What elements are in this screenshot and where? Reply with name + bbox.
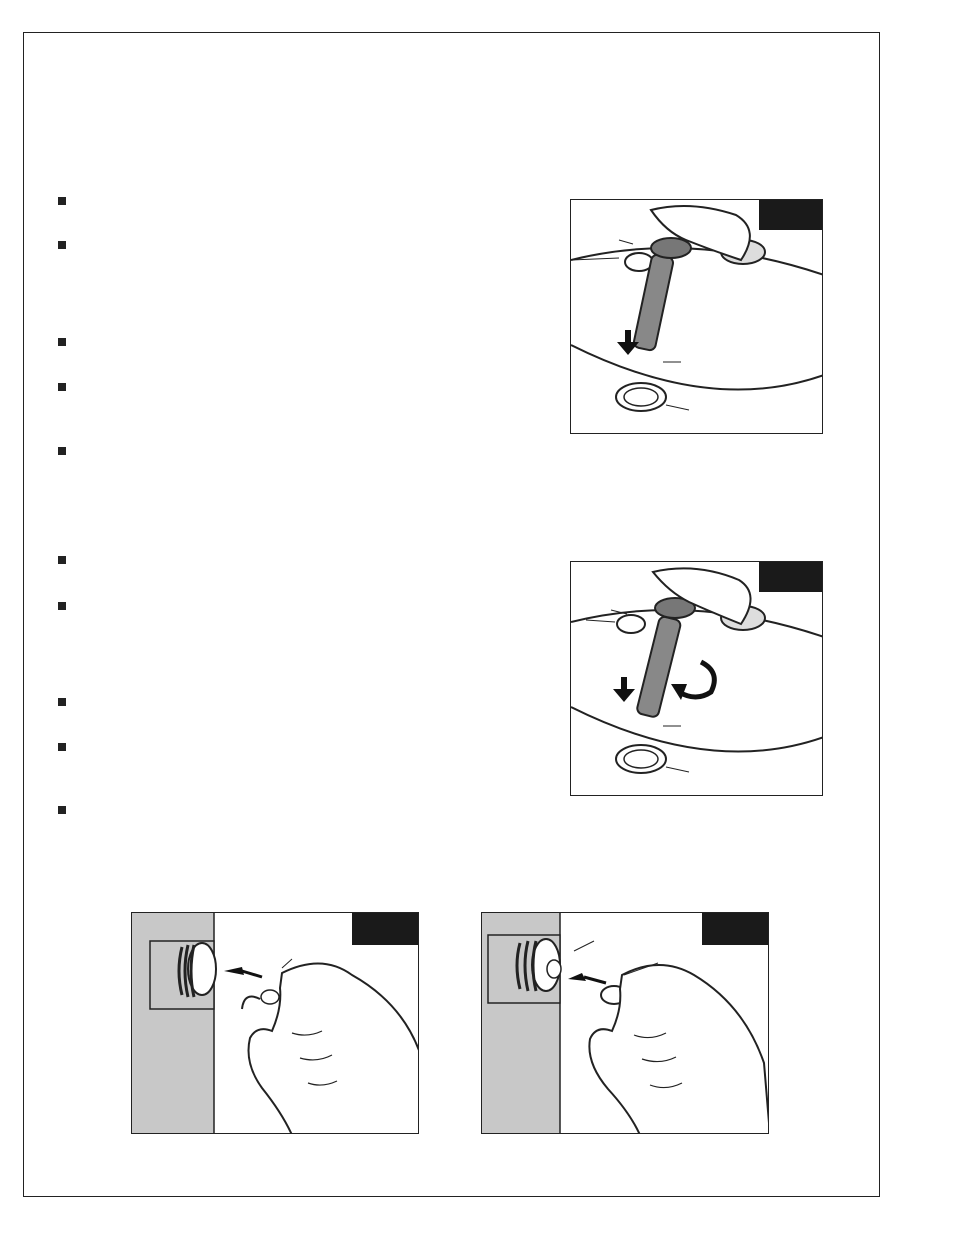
bullet-b1: [58, 556, 66, 564]
figure-2: [570, 561, 823, 796]
figure-4: [481, 912, 769, 1134]
bullet-a3: [58, 338, 66, 346]
bullet-a5: [58, 447, 66, 455]
cartridge-insert-icon: [132, 913, 419, 1134]
bullet-a1: [58, 197, 66, 205]
pop-up-tool-rotate-icon: [571, 562, 823, 796]
figure-3: [131, 912, 419, 1134]
pop-up-tool-removal-icon: [571, 200, 823, 434]
figure-1: [570, 199, 823, 434]
bullet-b2: [58, 602, 66, 610]
bullet-b4: [58, 743, 66, 751]
retaining-clip-insert-icon: [482, 913, 769, 1134]
bullet-b5: [58, 806, 66, 814]
bullet-b3: [58, 698, 66, 706]
bullet-a4: [58, 383, 66, 391]
bullet-a2: [58, 241, 66, 249]
